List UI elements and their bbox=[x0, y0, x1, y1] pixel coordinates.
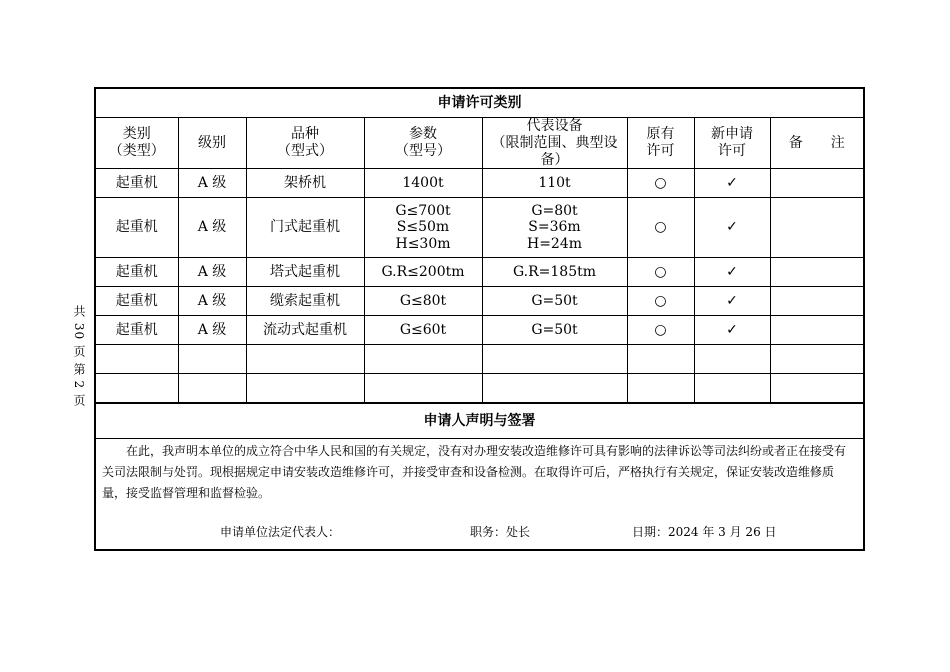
header-variety: 品种 （型式） bbox=[246, 118, 364, 169]
cell-new-permit: ✓ bbox=[694, 316, 770, 345]
cell-level: A 级 bbox=[178, 287, 246, 316]
cell-level: A 级 bbox=[178, 258, 246, 287]
representative-label: 申请单位法定代表人： bbox=[220, 525, 341, 540]
cell-new-permit: ✓ bbox=[694, 198, 770, 258]
table-row bbox=[96, 316, 863, 345]
date-label: 日期：2024 年 3 月 26 日 bbox=[632, 525, 777, 540]
cell-variety: 门式起重机 bbox=[246, 198, 364, 258]
cell-new-permit: ✓ bbox=[694, 169, 770, 198]
cell-level: A 级 bbox=[178, 316, 246, 345]
header-original-permit: 原有 许可 bbox=[627, 118, 694, 169]
position-label: 职务：处长 bbox=[470, 525, 531, 540]
cell-remark bbox=[770, 169, 863, 198]
cell-level: A 级 bbox=[178, 169, 246, 198]
declaration-body bbox=[96, 438, 863, 549]
cell-equipment: G=80t S=36m H=24m bbox=[482, 198, 627, 258]
header-params: 参数 （型号） bbox=[364, 118, 482, 169]
table-row bbox=[96, 169, 863, 198]
table-title: 申请许可类别 bbox=[96, 89, 863, 118]
cell-variety: 缆索起重机 bbox=[246, 287, 364, 316]
cell-original-permit: ○ bbox=[627, 287, 694, 316]
cell-category: 起重机 bbox=[96, 287, 178, 316]
cell-original-permit: ○ bbox=[627, 198, 694, 258]
cell-new-permit: ✓ bbox=[694, 258, 770, 287]
cell-variety: 流动式起重机 bbox=[246, 316, 364, 345]
cell-equipment: G=50t bbox=[482, 287, 627, 316]
header-equipment: 代表设备 （限制范围、典型设 备） bbox=[482, 118, 627, 169]
cell-category: 起重机 bbox=[96, 258, 178, 287]
empty-row bbox=[96, 374, 863, 403]
permit-category-table bbox=[96, 89, 863, 403]
cell-params: G.R≤200tm bbox=[364, 258, 482, 287]
header-level: 级别 bbox=[178, 118, 246, 169]
cell-level: A 级 bbox=[178, 198, 246, 258]
cell-original-permit: ○ bbox=[627, 258, 694, 287]
header-new-permit: 新申请 许可 bbox=[694, 118, 770, 169]
table-row bbox=[96, 258, 863, 287]
cell-remark bbox=[770, 316, 863, 345]
cell-new-permit: ✓ bbox=[694, 287, 770, 316]
declaration-text: 在此，我声明本单位的成立符合中华人民和国的有关规定，没有对办理安装改造维修许可具有影响的法律诉讼等司法纠纷或者正在接受有关司法限制与处罚。现根据规定申请安装改造维修许可，并接受审查和设备检测。在取得许可后，严格执行有关规定，保证安装改造维修质量，接受监督管理和监督检验。 bbox=[102, 444, 847, 501]
cell-original-permit: ○ bbox=[627, 316, 694, 345]
cell-category: 起重机 bbox=[96, 316, 178, 345]
cell-equipment: 110t bbox=[482, 169, 627, 198]
empty-row bbox=[96, 345, 863, 374]
page-count-note: 共 30 页 第 2 页 bbox=[72, 305, 86, 407]
cell-remark bbox=[770, 287, 863, 316]
cell-remark bbox=[770, 258, 863, 287]
cell-equipment: G.R=185tm bbox=[482, 258, 627, 287]
cell-original-permit: ○ bbox=[627, 169, 694, 198]
cell-variety: 塔式起重机 bbox=[246, 258, 364, 287]
table-row bbox=[96, 287, 863, 316]
cell-equipment: G=50t bbox=[482, 316, 627, 345]
cell-params: G≤700t S≤50m H≤30m bbox=[364, 198, 482, 258]
table-row bbox=[96, 198, 863, 258]
declaration-title: 申请人声明与签署 bbox=[96, 403, 863, 438]
cell-category: 起重机 bbox=[96, 198, 178, 258]
cell-remark bbox=[770, 198, 863, 258]
cell-params: 1400t bbox=[364, 169, 482, 198]
header-remark: 备 注 bbox=[770, 118, 863, 169]
cell-params: G≤80t bbox=[364, 287, 482, 316]
cell-params: G≤60t bbox=[364, 316, 482, 345]
header-category: 类别 （类型） bbox=[96, 118, 178, 169]
application-form bbox=[94, 87, 865, 551]
header-row bbox=[96, 118, 863, 169]
cell-category: 起重机 bbox=[96, 169, 178, 198]
cell-variety: 架桥机 bbox=[246, 169, 364, 198]
